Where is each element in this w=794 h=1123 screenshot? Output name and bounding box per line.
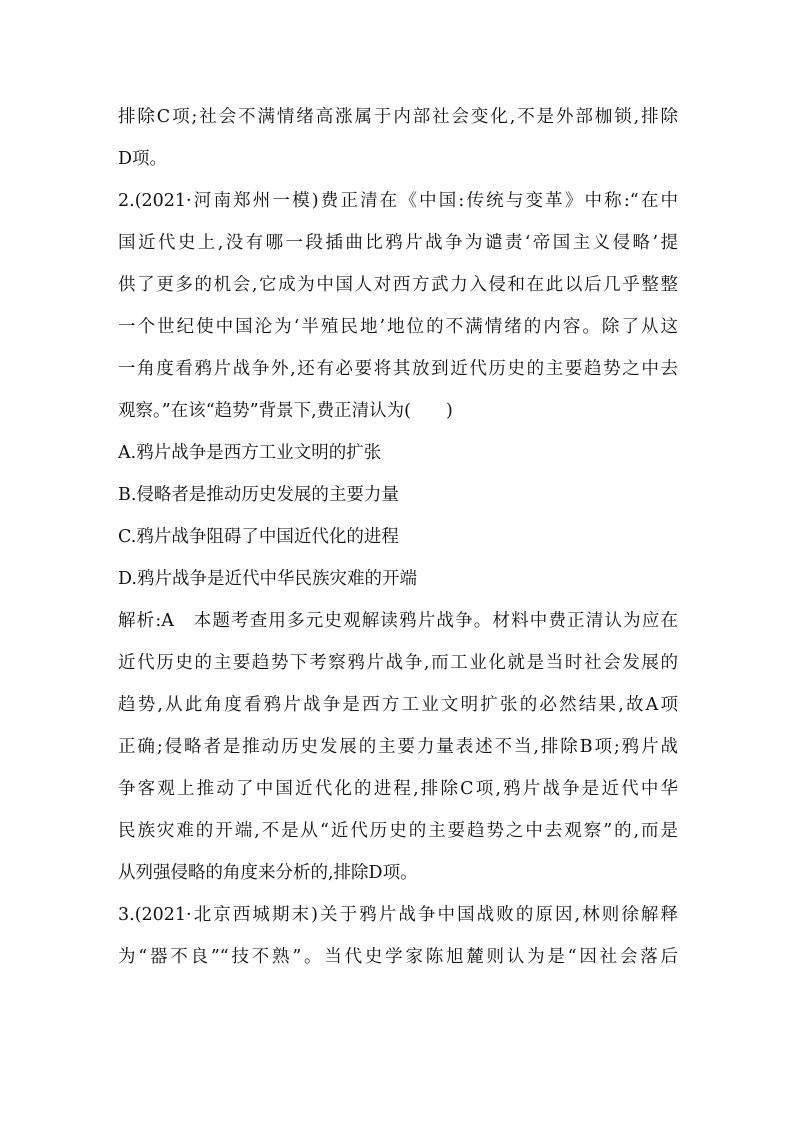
q2-stem-line-4: 一个世纪使中国沦为‘半殖民地’地位的不满情绪的内容。除了从这 — [118, 317, 678, 337]
q2-stem-line-6: 观察。”在该“趋势”背景下,费正清认为( ) — [118, 401, 453, 421]
q2-analysis-line-4: 正确;侵略者是推动历史发展的主要力量表述不当,排除B项;鸦片战 — [118, 737, 678, 757]
q2-option-b: B.侵略者是推动历史发展的主要力量 — [118, 485, 399, 505]
q2-analysis-line-7: 从列强侵略的角度来分析的,排除D项。 — [118, 863, 418, 883]
q2-analysis-line-2: 近代历史的主要趋势下考察鸦片战争,而工业化就是当时社会发展的 — [118, 653, 678, 673]
q2-stem-line-1: 2.(2021·河南郑州一模)费正清在《中国:传统与变革》中称:“在中 — [118, 191, 678, 211]
q2-analysis-line-1: 解析:A 本题考查用多元史观解读鸦片战争。材料中费正清认为应在 — [118, 611, 678, 631]
intro-line-1: 排除C项;社会不满情绪高涨属于内部社会变化,不是外部枷锁,排除 — [118, 107, 678, 127]
q2-option-d: D.鸦片战争是近代中华民族灾难的开端 — [118, 569, 417, 589]
intro-line-2: D项。 — [118, 149, 168, 169]
q2-analysis-line-5: 争客观上推动了中国近代化的进程,排除C项,鸦片战争是近代中华 — [118, 779, 678, 799]
q2-analysis-line-6: 民族灾难的开端,不是从“近代历史的主要趋势之中去观察”的,而是 — [118, 821, 678, 841]
q2-stem-line-2: 国近代史上,没有哪一段插曲比鸦片战争为谴责‘帝国主义侵略’提 — [118, 233, 678, 253]
q2-analysis-line-3: 趋势,从此角度看鸦片战争是西方工业文明扩张的必然结果,故A项 — [118, 695, 678, 715]
q3-stem-line-2: 为“器不良”“技不熟”。当代史学家陈旭麓则认为是“因社会落后 — [118, 947, 678, 967]
q2-option-a: A.鸦片战争是西方工业文明的扩张 — [118, 443, 382, 463]
q2-stem-line-3: 供了更多的机会,它成为中国人对西方武力入侵和在此以后几乎整整 — [118, 275, 678, 295]
q2-option-c: C.鸦片战争阻碍了中国近代化的进程 — [118, 527, 399, 547]
q2-stem-line-5: 一角度看鸦片战争外,还有必要将其放到近代历史的主要趋势之中去 — [118, 359, 678, 379]
q3-stem-line-1: 3.(2021·北京西城期末)关于鸦片战争中国战败的原因,林则徐解释 — [118, 905, 678, 925]
